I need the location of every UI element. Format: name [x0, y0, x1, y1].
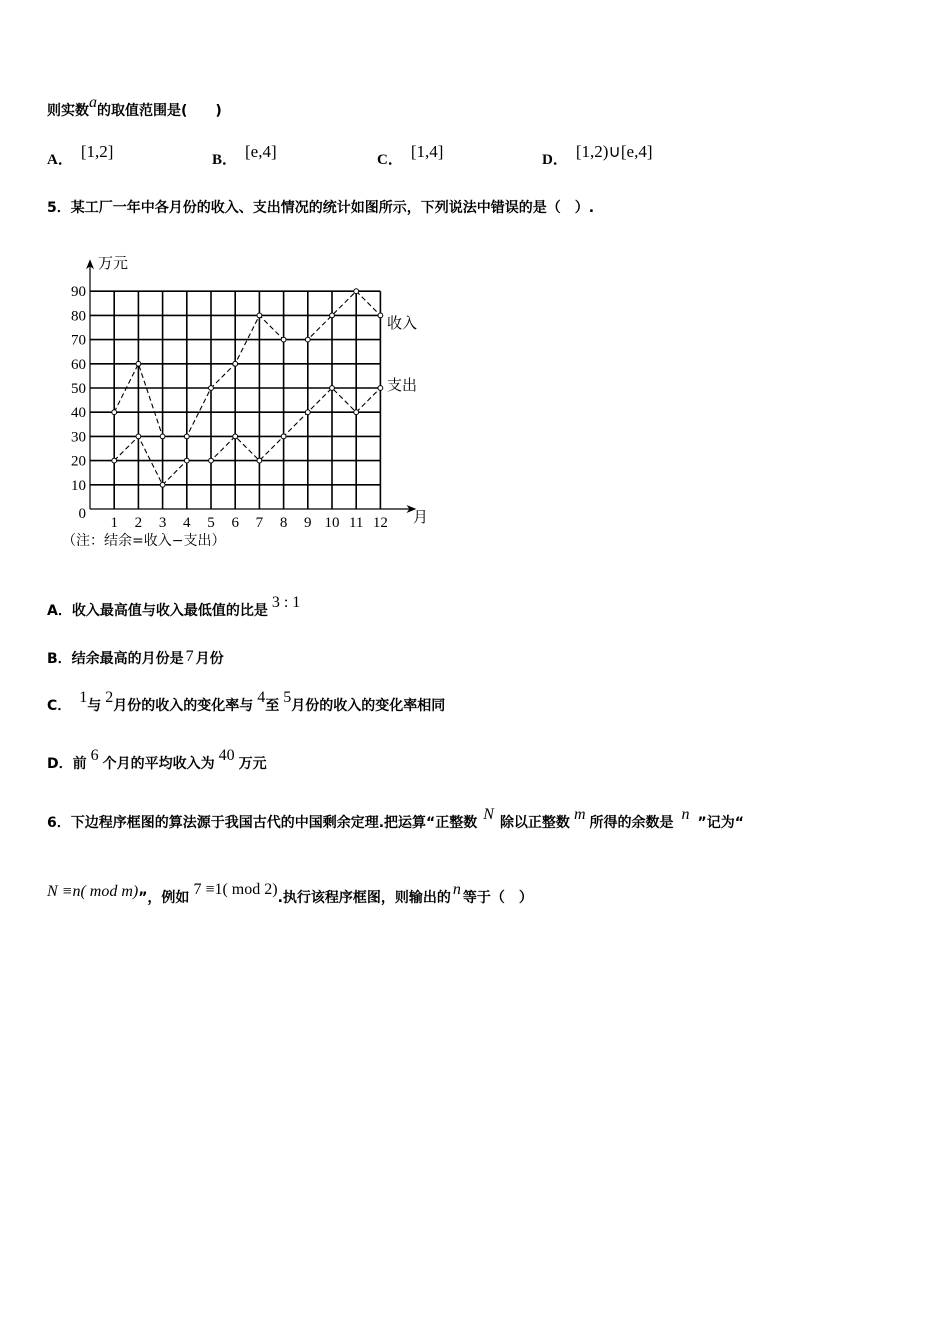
option-text: 月份	[195, 651, 224, 667]
expense-point	[136, 434, 141, 439]
q6-math-m: m	[573, 806, 586, 823]
q6-stem-line1	[47, 806, 744, 832]
option-math: 1	[79, 689, 88, 706]
y-tick-label: 40	[71, 405, 86, 422]
income-point	[184, 434, 189, 439]
income-point	[233, 361, 238, 366]
income-point	[112, 410, 117, 415]
q4-var: a	[89, 94, 97, 111]
q6-text: 所得的余数是	[589, 815, 674, 831]
q5-option-c[interactable]	[47, 689, 446, 715]
expense-point	[160, 482, 165, 487]
q6-math-expr1: N ≡n( mod m)	[47, 883, 139, 900]
expense-point	[112, 458, 117, 463]
option-value: [1,4]	[410, 142, 444, 161]
option-label: A．	[47, 603, 72, 619]
income-point	[330, 313, 335, 318]
q4-option-b[interactable]	[212, 142, 277, 169]
option-math: 7	[185, 648, 194, 665]
income-point	[136, 361, 141, 366]
option-label: B．	[212, 152, 238, 168]
q6-text: 6．下边程序框图的算法源于我国古代的中国剩余定理.把运算“正整数	[47, 815, 478, 831]
y-tick-label: 20	[71, 453, 86, 470]
income-point	[160, 434, 165, 439]
x-tick-labels	[110, 515, 387, 531]
y-tick-label: 30	[71, 429, 86, 446]
x-tick-label: 11	[348, 515, 364, 531]
q6-text: .执行该程序框图，则输出的	[277, 890, 451, 906]
x-axis-label: 月	[413, 508, 429, 526]
chart-axes	[86, 259, 416, 513]
y-tick-label: 70	[71, 332, 86, 349]
option-math: 2	[105, 689, 114, 706]
expense-point	[233, 434, 238, 439]
option-label: D．	[47, 756, 73, 772]
q4-option-d[interactable]	[542, 142, 653, 169]
q6-math-N: N	[483, 806, 494, 823]
income-point	[209, 386, 214, 391]
income-point	[257, 313, 262, 318]
option-label: A．	[47, 152, 73, 168]
option-label: C．	[47, 698, 72, 714]
option-math: 6	[90, 747, 99, 764]
expense-point	[354, 410, 359, 415]
option-text: 与	[87, 698, 102, 714]
option-label: B．	[47, 651, 72, 667]
x-tick-label: 9	[304, 515, 312, 531]
option-text: 万元	[238, 756, 267, 772]
q6-stem-line2	[47, 881, 533, 907]
y-axis-label: 万元	[98, 254, 129, 272]
option-label: D．	[542, 152, 568, 168]
chart-grid	[90, 291, 380, 509]
q6-text: 除以正整数	[499, 815, 570, 831]
option-text: 月份的收入的变化率相同	[291, 698, 446, 714]
x-tick-label: 12	[372, 515, 388, 531]
option-math: 3 : 1	[271, 594, 301, 611]
option-text: 月份的收入的变化率与	[113, 698, 254, 714]
option-text: 收入最高值与收入最低值的比是	[71, 603, 268, 619]
expense-point	[305, 410, 310, 415]
q6-math-expr2: 7 ≡1( mod 2)	[193, 881, 278, 898]
q4-suffix: 的取值范围是( )	[97, 103, 222, 119]
q5-option-a[interactable]	[47, 594, 301, 620]
y-tick-label: 50	[71, 381, 86, 397]
x-tick-label: 2	[134, 515, 143, 531]
option-math: 5	[283, 689, 292, 706]
expense-point	[184, 458, 189, 463]
series-label-expense: 支出	[387, 376, 418, 394]
option-math: 4	[257, 689, 266, 706]
option-value: [e,4]	[245, 142, 277, 161]
q4-prefix: 则实数	[47, 103, 89, 119]
income-point	[354, 289, 359, 294]
q6-math-n: n	[452, 881, 461, 898]
income-point	[378, 313, 383, 318]
q6-math-n: n	[681, 806, 690, 823]
expense-point	[209, 458, 214, 463]
option-label: C．	[377, 152, 403, 168]
y-tick-label: 10	[71, 477, 86, 494]
series-label-income: 收入	[387, 314, 418, 332]
y-tick-label: 80	[71, 308, 86, 325]
income-expense-chart	[62, 248, 442, 548]
chart-note: （注：结余=收入−支出）	[62, 533, 226, 548]
q6-text: 等于（ ）	[462, 890, 533, 906]
option-text: 至	[265, 698, 280, 714]
y-tick-labels	[71, 284, 86, 522]
x-tick-label: 1	[110, 515, 118, 531]
x-tick-label: 8	[279, 515, 288, 531]
y-tick-label: 60	[71, 356, 86, 373]
x-tick-label: 7	[255, 515, 264, 531]
expense-point	[330, 386, 335, 391]
y-tick-label: 0	[78, 506, 86, 522]
x-tick-label: 10	[324, 515, 340, 531]
x-tick-label: 4	[183, 515, 191, 531]
option-value: [1,2)∪[e,4]	[575, 142, 653, 161]
q5-option-b[interactable]	[47, 648, 224, 668]
expense-point	[281, 434, 286, 439]
option-text: 个月的平均收入为	[102, 756, 215, 772]
q6-text: ”，例如	[138, 890, 190, 906]
expense-point	[257, 458, 262, 463]
income-point	[305, 337, 310, 342]
option-math: 40	[218, 747, 235, 764]
q6-text: ”记为“	[697, 815, 744, 831]
option-text: 结余最高的月份是	[71, 651, 184, 667]
q4-option-a[interactable]	[47, 142, 114, 169]
y-tick-label: 90	[71, 284, 86, 301]
q4-option-c[interactable]	[377, 142, 444, 169]
q5-stem: 5．某工厂一年中各月份的收入、支出情况的统计如图所示，下列说法中错误的是（ ）.	[47, 200, 595, 216]
x-tick-label: 5	[207, 515, 215, 531]
income-point	[281, 337, 286, 342]
x-tick-label: 3	[158, 515, 167, 531]
q4-stem	[47, 94, 222, 120]
expense-point	[378, 386, 383, 391]
option-text: 前	[72, 756, 87, 772]
q5-option-d[interactable]	[47, 747, 267, 773]
x-tick-label: 6	[231, 515, 239, 531]
option-value: [1,2]	[80, 142, 114, 161]
